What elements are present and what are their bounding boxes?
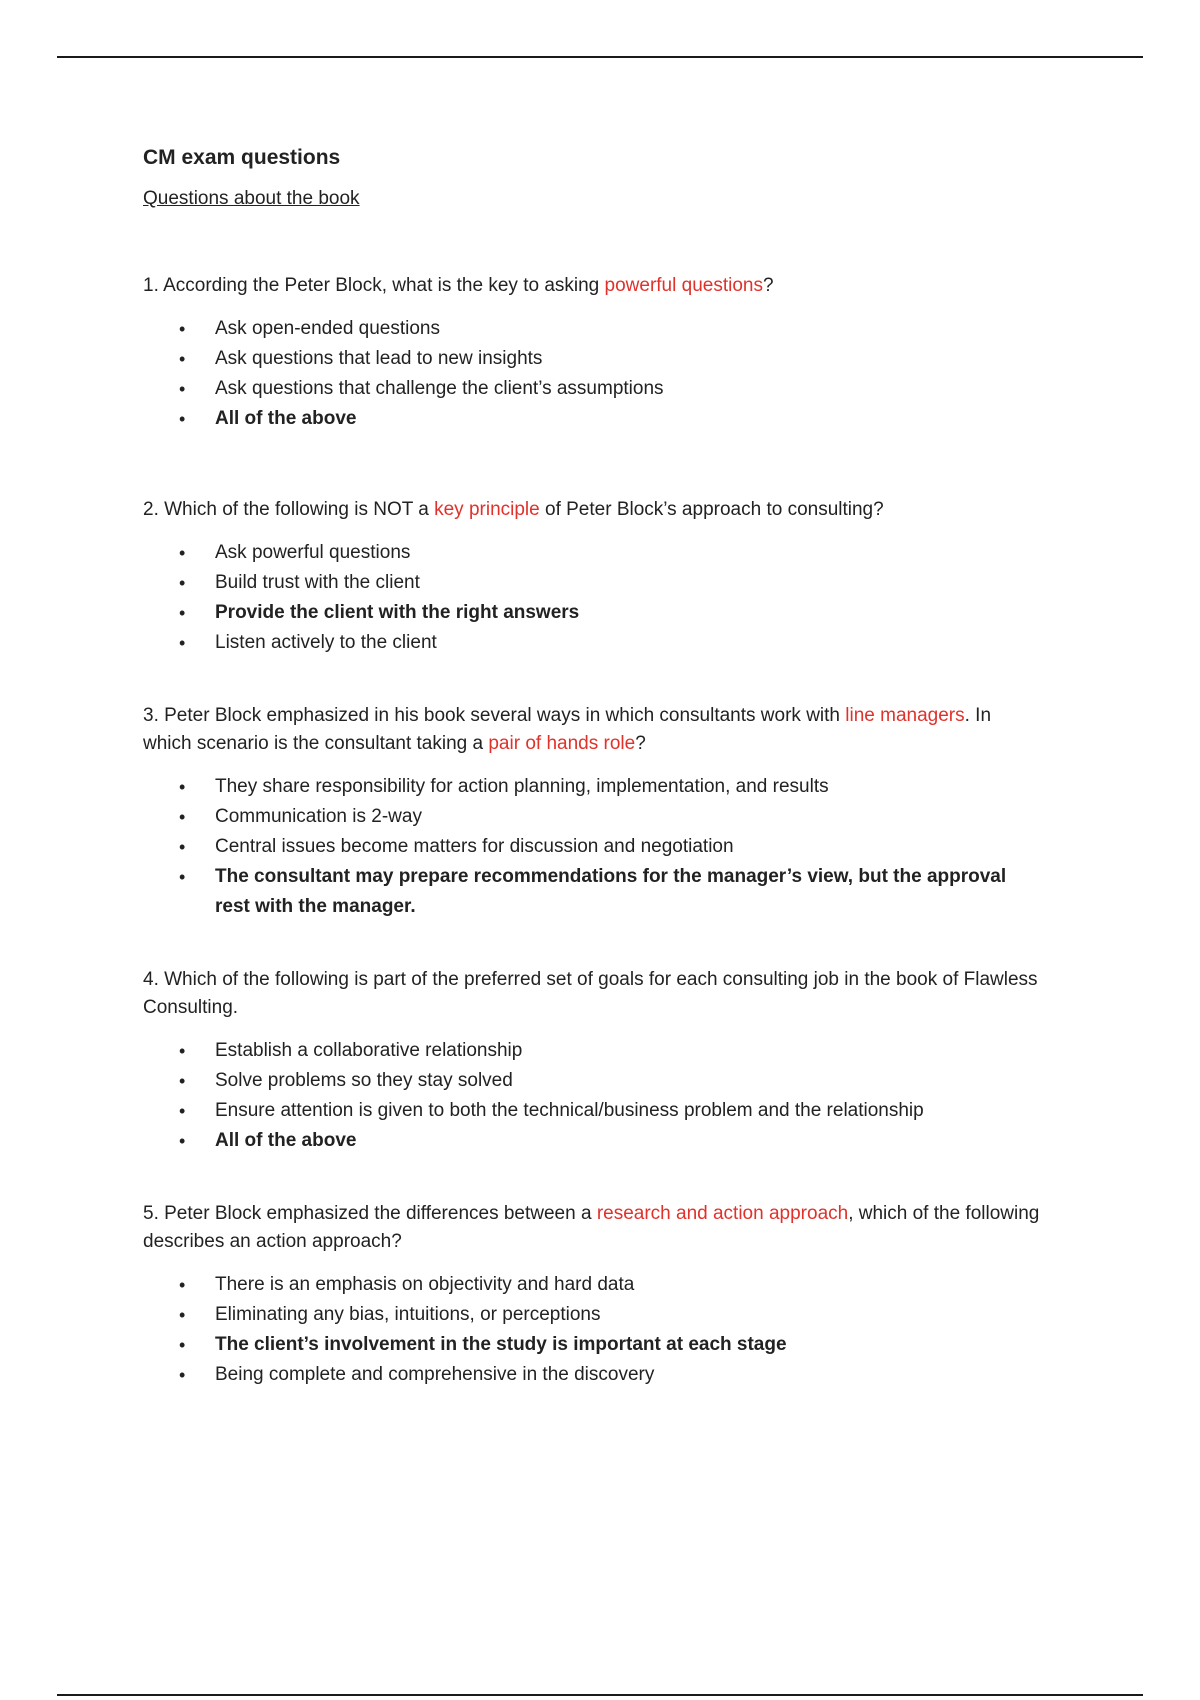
- bullet-icon: •: [179, 807, 186, 827]
- option-text: The client’s involvement in the study is important at each stage: [215, 1334, 787, 1355]
- option-text: Communication is 2-way: [215, 806, 422, 827]
- bullet-icon: •: [179, 633, 186, 653]
- header-rule: [57, 56, 1143, 58]
- bullet-icon: •: [179, 1101, 186, 1121]
- correct-answer-option: [179, 862, 1043, 922]
- highlighted-term: line managers: [845, 705, 965, 726]
- option-text: Solve problems so they stay solved: [215, 1070, 513, 1091]
- answer-option: [179, 344, 1043, 374]
- highlighted-term: research and action approach: [596, 1203, 849, 1224]
- question-block-3: [143, 702, 1043, 922]
- bullet-icon: •: [179, 543, 186, 563]
- section-heading: Questions about the book: [143, 188, 360, 209]
- answer-options: [143, 1036, 1043, 1156]
- question-text-part: 4. Which of the following is part of the preferred set of goals for each consulting job in the book of Flawless Consulting.: [143, 969, 1038, 1018]
- option-text: The consultant may prepare recommendations for the manager’s view, but the approval rest with the manager.: [215, 866, 1007, 917]
- bullet-icon: •: [179, 319, 186, 339]
- answer-options: [143, 538, 1043, 658]
- answer-option: [179, 1270, 1043, 1300]
- document-body: [143, 144, 1043, 1390]
- answer-option: [179, 772, 1043, 802]
- answer-option: [179, 374, 1043, 404]
- question-text: [143, 966, 1043, 1022]
- footer-rule: [57, 1694, 1143, 1696]
- option-text: Ask open-ended questions: [215, 318, 440, 339]
- question-text-part: . In which scenario is the consultant taking a: [143, 705, 992, 754]
- question-text: [143, 702, 1043, 758]
- bullet-icon: •: [179, 379, 186, 399]
- question-text: [143, 272, 1043, 300]
- answer-option: [179, 802, 1043, 832]
- answer-option: [179, 314, 1043, 344]
- answer-option: [179, 1096, 1043, 1126]
- bullet-icon: •: [179, 777, 186, 797]
- answer-option: [179, 1360, 1043, 1390]
- answer-option: [179, 568, 1043, 598]
- answer-option: [179, 1036, 1043, 1066]
- bullet-icon: •: [179, 573, 186, 593]
- question-text-part: of Peter Block’s approach to consulting?: [539, 499, 884, 520]
- bullet-icon: •: [179, 1275, 186, 1295]
- question-block-2: [143, 496, 1043, 658]
- bullet-icon: •: [179, 837, 186, 857]
- question-block-1: [143, 272, 1043, 434]
- option-text: Provide the client with the right answers: [215, 602, 580, 623]
- question-text-part: ?: [635, 733, 646, 754]
- bullet-icon: •: [179, 1041, 186, 1061]
- bullet-icon: •: [179, 1305, 186, 1325]
- option-text: All of the above: [215, 1130, 357, 1151]
- question-text-part: 2. Which of the following is NOT a: [143, 499, 435, 520]
- option-text: Ask questions that challenge the client’s assumptions: [215, 378, 664, 399]
- option-text: Ask questions that lead to new insights: [215, 348, 543, 369]
- bullet-icon: •: [179, 349, 186, 369]
- question-text-part: ?: [762, 275, 774, 296]
- bullet-icon: •: [179, 867, 186, 887]
- bullet-icon: •: [179, 603, 186, 623]
- question-block-4: [143, 966, 1043, 1156]
- answer-option: [179, 832, 1043, 862]
- option-text: Listen actively to the client: [215, 632, 437, 653]
- option-text: There is an emphasis on objectivity and hard data: [215, 1274, 635, 1295]
- correct-answer-option: [179, 598, 1043, 628]
- highlighted-term: pair of hands role: [488, 733, 636, 754]
- option-text: They share responsibility for action planning, implementation, and results: [215, 776, 829, 797]
- answer-options: [143, 1270, 1043, 1390]
- question-text: [143, 1200, 1043, 1256]
- option-text: Establish a collaborative relationship: [215, 1040, 523, 1061]
- highlighted-term: key principle: [434, 499, 540, 520]
- question-block-5: [143, 1200, 1043, 1390]
- correct-answer-option: [179, 1330, 1043, 1360]
- answer-option: [179, 538, 1043, 568]
- answer-option: [179, 1066, 1043, 1096]
- correct-answer-option: [179, 1126, 1043, 1156]
- bullet-icon: •: [179, 1131, 186, 1151]
- option-text: Ensure attention is given to both the technical/business problem and the relationship: [215, 1100, 924, 1121]
- option-text: Eliminating any bias, intuitions, or perceptions: [215, 1304, 601, 1325]
- option-text: Ask powerful questions: [215, 542, 411, 563]
- document-title: CM exam questions: [143, 146, 341, 169]
- answer-options: [143, 772, 1043, 922]
- answer-options: [143, 314, 1043, 434]
- option-text: All of the above: [215, 408, 357, 429]
- highlighted-term: powerful questions: [604, 275, 763, 296]
- option-text: Being complete and comprehensive in the discovery: [215, 1364, 655, 1385]
- bullet-icon: •: [179, 409, 186, 429]
- answer-option: [179, 628, 1043, 658]
- bullet-icon: •: [179, 1335, 186, 1355]
- bullet-icon: •: [179, 1071, 186, 1091]
- bullet-icon: •: [179, 1365, 186, 1385]
- answer-option: [179, 1300, 1043, 1330]
- correct-answer-option: [179, 404, 1043, 434]
- question-text: [143, 496, 1043, 524]
- option-text: Build trust with the client: [215, 572, 420, 593]
- question-text-part: , which of the following describes an action approach?: [143, 1203, 1040, 1252]
- option-text: Central issues become matters for discussion and negotiation: [215, 836, 734, 857]
- question-text-part: 1. According the Peter Block, what is the key to asking: [143, 275, 605, 296]
- question-text-part: 3. Peter Block emphasized in his book several ways in which consultants work with: [143, 705, 846, 726]
- question-text-part: 5. Peter Block emphasized the differences between a: [143, 1203, 597, 1224]
